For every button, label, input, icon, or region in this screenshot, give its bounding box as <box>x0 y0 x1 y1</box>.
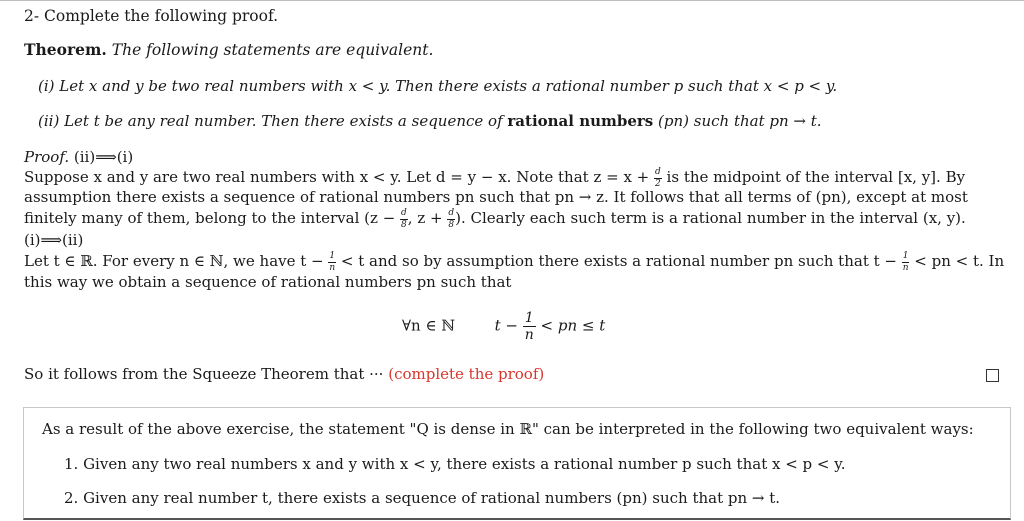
proof-line-2: assumption there exists a sequence of rational numbers pn such that pn → z. It follows that all terms of (pn), except at most <box>24 188 968 206</box>
fraction-1-over-n: $\frac{1}{n}$ <box>329 251 336 273</box>
proof-line-5: this way we obtain a sequence of rational numbers pn such that <box>24 273 512 291</box>
direction-i-to-ii: (i)⟹(ii) <box>24 231 84 249</box>
squeeze-line: So it follows from the Squeeze Theorem that ··· (complete the proof) <box>24 365 545 383</box>
question-header: 2- Complete the following proof. <box>24 7 279 25</box>
top-rule <box>0 0 1024 1</box>
direction-ii-to-i: (ii)⟹(i) <box>73 148 134 166</box>
theorem-item-ii: (ii) Let t be any real number. Then there exists a sequence of rational numbers (pn) such that pn → t. <box>38 112 822 130</box>
complete-the-proof-prompt: (complete the proof) <box>388 365 545 383</box>
theorem-statement: The following statements are equivalent. <box>111 41 434 59</box>
fraction-d-over-2: $\frac{d}{2}$ <box>655 167 661 189</box>
fraction-d-over-8: $\frac{d}{8}$ <box>448 208 455 230</box>
display-inequality: < pn ≤ t <box>540 316 606 335</box>
proof-label: Proof. <box>24 148 70 166</box>
theorem-item-i: (i) Let x and y be two real numbers with x < y. Then there exists a rational number p such that x < p < y. <box>38 77 838 95</box>
display-quantifier: ∀n ∈ ℕ <box>402 316 456 335</box>
proof-heading <box>24 148 133 166</box>
summary-item-1: 1. Given any two real numbers x and y with x < y, there exists a rational number p such that x < p < y. <box>64 455 846 473</box>
qed-square-icon <box>986 369 999 382</box>
summary-item-2: 2. Given any real number t, there exists a sequence of rational numbers (pn) such that pn → t. <box>64 489 781 507</box>
fraction-d-over-8: $\frac{d}{8}$ <box>401 208 407 230</box>
display-fraction: $\frac{1}{n}$ <box>524 310 534 343</box>
theorem-label: Theorem. <box>24 40 107 59</box>
display-equation <box>402 310 605 343</box>
proof-line-3: finitely many of them, belong to the interval (z − $\frac{d}{8}$ , z + $\frac{d}{8}$ ). Clearly each such term is a rational number in the interval (x, y). <box>24 208 966 230</box>
fraction-1-over-n: $\frac{1}{n}$ <box>902 251 909 273</box>
summary-intro: As a result of the above exercise, the statement "Q is dense in ℝ" can be interpreted in the following two equivalent ways: <box>42 420 974 438</box>
display-t: t − <box>494 316 519 335</box>
proof-line-4: Let t ∈ ℝ. For every n ∈ ℕ, we have t − $\frac{1}{n}$ < t and so by assumption there exists a rational number pn such that t − $\frac{1}{n}$ < pn < t. In <box>24 251 1005 273</box>
proof-line-1: Suppose x and y are two real numbers with x < y. Let d = y − x. Note that z = x + $\frac{d}{2}$ is the midpoint of the interval [x, y]. By <box>24 167 966 189</box>
theorem-heading <box>24 40 433 59</box>
